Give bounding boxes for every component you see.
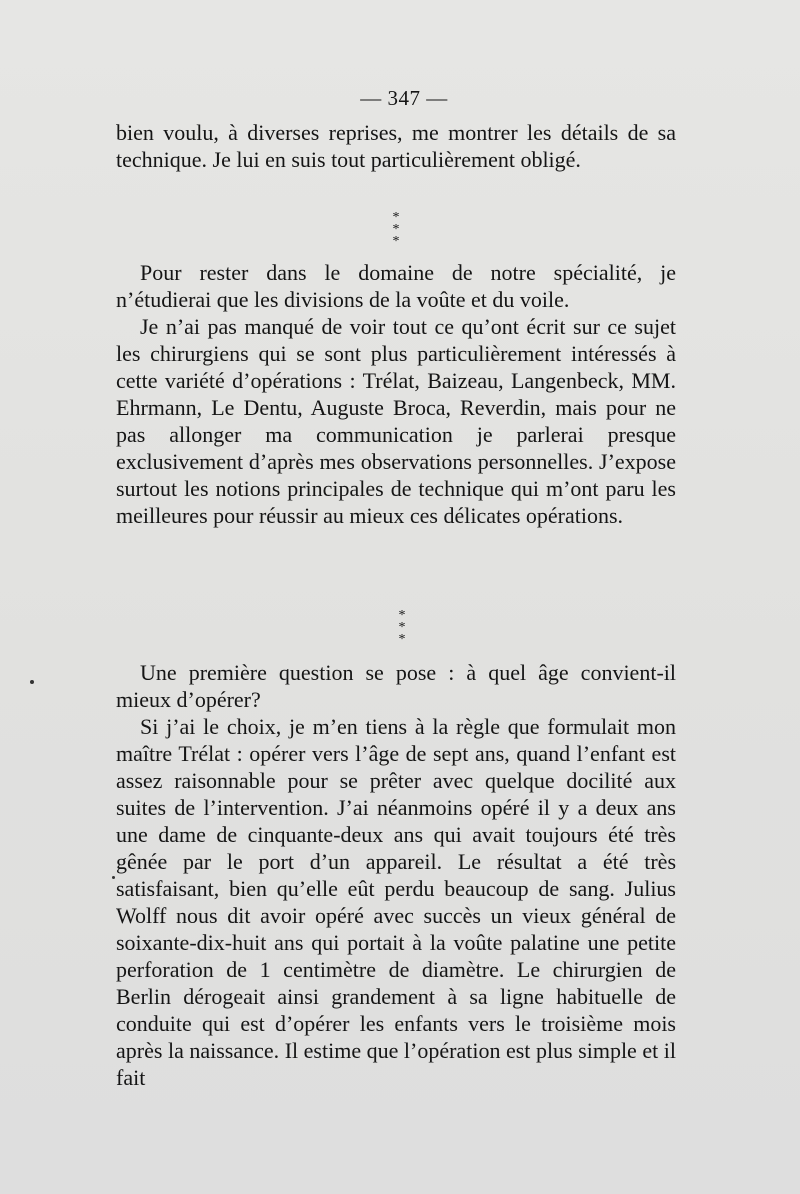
paragraph-group-intro bbox=[116, 119, 676, 173]
paragraph: Pour rester dans le domaine de notre spécialité, je n’étudierai que les divisions de la voûte et du voile. bbox=[116, 260, 676, 312]
print-speck bbox=[30, 680, 34, 684]
section-separator-asterism bbox=[366, 210, 426, 249]
paragraph-group-specialty bbox=[116, 259, 676, 529]
page-number: — 347 — bbox=[360, 86, 448, 110]
asterism-bottom-stars: * * bbox=[398, 620, 424, 647]
section-separator-asterism bbox=[372, 608, 432, 647]
asterism-top-star: * bbox=[392, 210, 400, 225]
paragraph: bien voulu, à diverses reprises, me montrer les détails de sa technique. Je lui en suis tout particulièrement obligé. bbox=[116, 120, 676, 172]
paragraph: Si j’ai le choix, je m’en tiens à la règle que formulait mon maître Trélat : opérer vers l’âge de sept ans, quand l’enfant est assez raisonnable pour se prêter avec quelque docilité aux suites de l’intervention. J’ai néanmoins opéré il y a deux ans une dame de cinquante-deux ans qui avait toujours été très gênée par le port d’un appareil. Le résultat a été très satisfaisant, bien qu’elle eût perdu beaucoup de sang. Julius Wolff nous dit avoir opéré avec succès un vieux général de soixante-dix-huit ans qui portait à la voûte palatine une petite perforation de 1 centimètre de diamètre. Le chirurgien de Berlin dérogeait ainsi grandement à sa ligne habituelle de conduite qui est d’opérer les enfants vers le troisième mois après la naissance. Il estime que l’opération est plus simple et il fait bbox=[116, 714, 676, 1090]
print-speck bbox=[112, 876, 115, 879]
paragraph: Une première question se pose : à quel âge convient-il mieux d’opérer? bbox=[116, 660, 676, 712]
asterism-bottom-stars: * * bbox=[392, 222, 418, 249]
paragraph-group-age bbox=[116, 659, 676, 1091]
paragraph: Je n’ai pas manqué de voir tout ce qu’ont écrit sur ce sujet les chirurgiens qui se sont plus particulièrement intéressés à cette variété d’opérations : Trélat, Baizeau, Langenbeck, MM. Ehrmann, Le Dentu, Auguste Broca, Reverdin, mais pour ne pas allonger ma communication je parlerai presque exclusivement d’après mes observations personnelles. J’expose surtout les notions principales de technique qui m’ont paru les meilleures pour réussir au mieux ces délicates opérations. bbox=[116, 314, 676, 528]
asterism-top-star: * bbox=[398, 608, 406, 623]
